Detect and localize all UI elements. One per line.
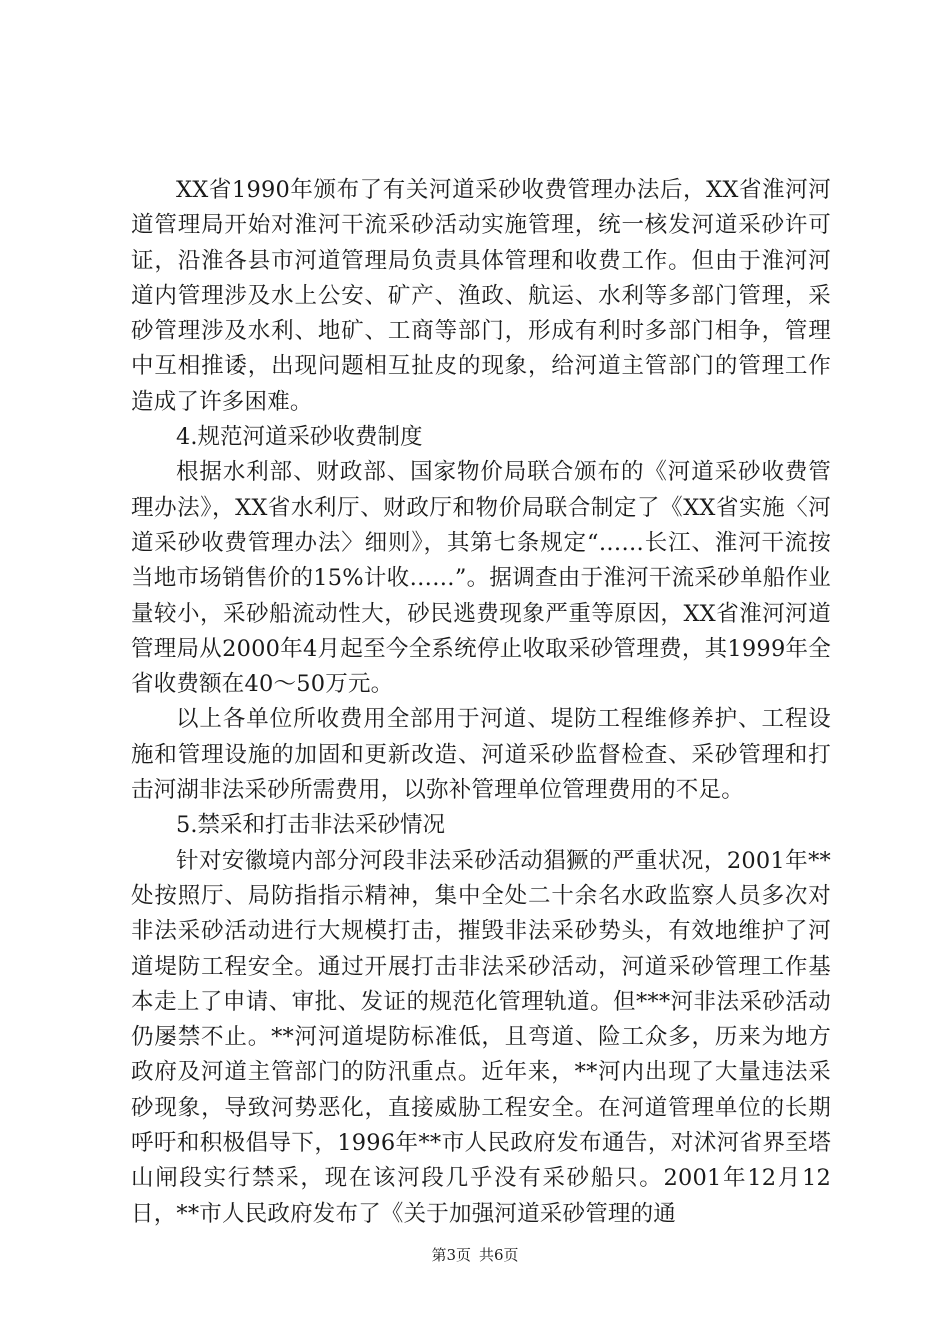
page-total: 共6页 <box>479 1246 519 1264</box>
section-heading-4: 4.规范河道采砂收费制度 <box>176 424 423 451</box>
paragraph-fee-usage: 以上各单位所收费用全部用于河道、堤防工程维修养护、工程设施和管理设施的加固和更新改造、河道采砂监督检查、采砂管理和打击河湖非法采砂所需费用，以弥补管理单位管理费用的不足。 <box>131 706 831 804</box>
paragraph-illegal-sand-mining: 针对安徽境内部分河段非法采砂活动猖獗的严重状况，2001年**处按照厅、局防指指示精神，集中全处二十余名水政监察人员多次对非法采砂活动进行大规模打击，摧毁非法采砂势头，有效地维护了河道堤防工程安全。通过开展打击非法采砂活动，河道采砂管理工作基本走上了申请、审批、发证的规范化管理轨道。但***河非法采砂活动仍屡禁不止。**河河道堤防标准低，且弯道、险工众多，历来为地方政府及河道主管部门的防汛重点。近年来，**河内出现了大量违法采砂现象，导致河势恶化，直接威胁工程安全。在河道管理单位的长期呼吁和积极倡导下，1996年**市人民政府发布通告，对沭河省界至塔山闸段实行禁采，现在该河段几乎没有采砂船只。2001年12月12日，**市人民政府发布了《关于加强河道采砂管理的通 <box>131 847 831 1227</box>
paragraph-fee-regulation: 根据水利部、财政部、国家物价局联合颁布的《河道采砂收费管理办法》，XX省水利厅、财政厅和物价局联合制定了《XX省实施〈河道采砂收费管理办法〉细则》，其第七条规定“……长江、淮河干流按当地市场销售价的15%计收……”。据调查由于淮河干流采砂单船作业量较小，采砂船流动性大，砂民逃费现象严重等原因，XX省淮河河道管理局从2000年4月起至今全系统停止收取采砂管理费，其1999年全省收费额在40～50万元。 <box>131 459 831 698</box>
page-number: 第3页 <box>431 1246 471 1264</box>
document-body <box>131 173 831 1232</box>
page-footer <box>0 1245 950 1265</box>
section-heading-5: 5.禁采和打击非法采砂情况 <box>176 812 445 839</box>
paragraph-sand-fee-history: XX省1990年颁布了有关河道采砂收费管理办法后，XX省淮河河道管理局开始对淮河干流采砂活动实施管理，统一核发河道采砂许可证，沿淮各县市河道管理局负责具体管理和收费工作。但由于淮河河道内管理涉及水上公安、矿产、渔政、航运、水利等多部门管理，采砂管理涉及水利、地矿、工商等部门，形成有利时多部门相争，管理中互相推诿，出现问题相互扯皮的现象，给河道主管部门的管理工作造成了许多困难。 <box>131 177 831 415</box>
